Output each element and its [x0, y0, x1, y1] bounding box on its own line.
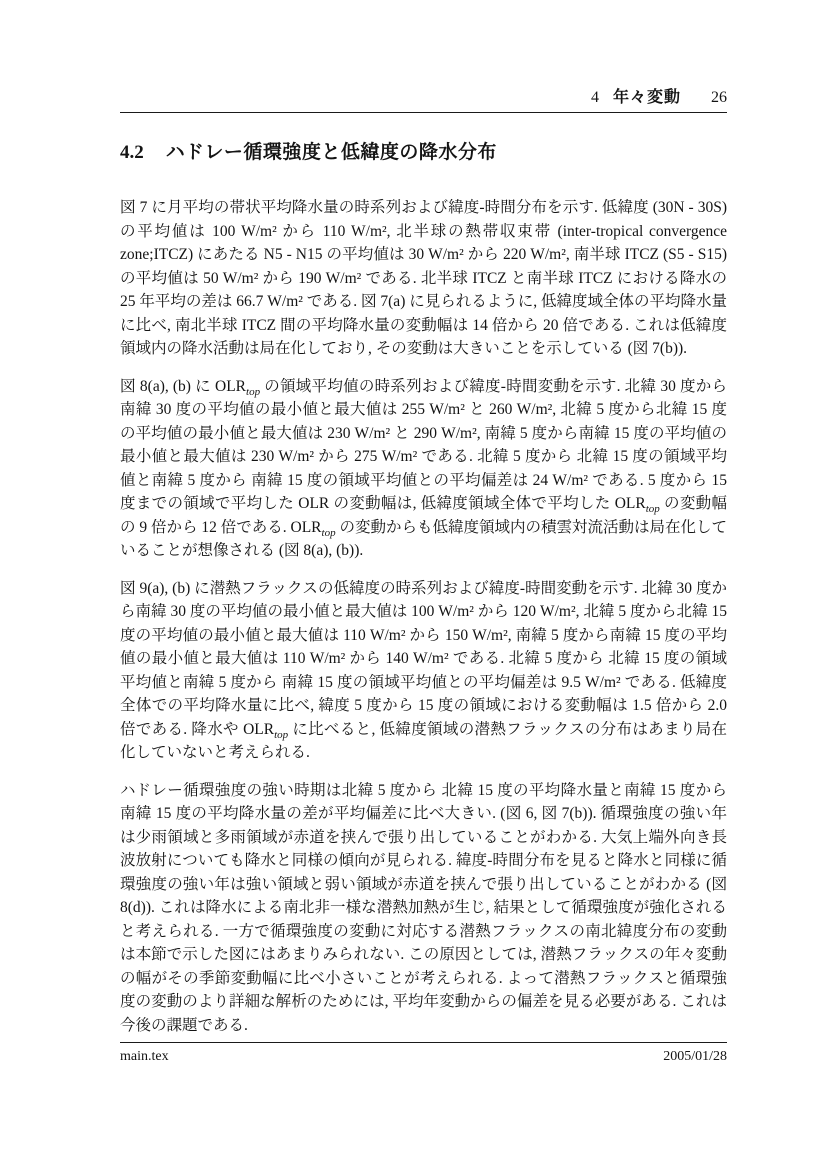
section-heading [120, 140, 727, 166]
footer-date: 2005/01/28 [663, 1049, 727, 1064]
running-head [120, 88, 727, 113]
paragraph-3 [120, 577, 727, 765]
text-run: の変動からも低緯度領域内の積雲対流活動は局在化していることが想像される (図 8(a), (b)). [120, 518, 727, 559]
chapter-title: 年々変動 [612, 89, 681, 106]
subscript-text: top [321, 526, 336, 539]
text-run: の領域平均値の時系列および緯度-時間変動を示す. 北緯 30 度から南緯 30 度の平均値の最小値と最大値は 255 W/m² と 260 W/m², 北緯 5 度から北緯 15 度の平均値の最小値と最大値は 230 W/m² と 290 W/m², 南緯 5 度から南緯 15 度の平均値の最小値と最大値は 230 W/m² から 275 W/m² である. 北緯 5 度から 北緯 15 度の領域平均値と南緯 5 度から 南緯 15 度の領域平均値との平均偏差は 24 W/m² である. 5 度から 15 度までの領域で平均した OLR の変動幅は, 低緯度領域全体で平均した OLR [120, 377, 727, 512]
text-run: の変動幅の 9 倍から 12 倍である. OLR [120, 495, 727, 536]
footer-filename: main.tex [120, 1049, 169, 1064]
paragraph-4 [120, 779, 727, 1038]
text-run: 図 8(a), (b) に OLR [120, 377, 247, 395]
subscript-text: top [274, 728, 289, 741]
text-run: 図 9(a), (b) に潜熱フラックスの低緯度の時系列および緯度-時間変動を示す. 北緯 30 度から南緯 30 度の平均値の最小値と最大値は 100 W/m² から 120 W/m², 北緯 5 度から北緯 15 度の平均値の最小値と最大値は 110 W/m² から 150 W/m², 南緯 5 度から南緯 15 度の平均値の最小値と最大値は 110 W/m² から 140 W/m² である. 北緯 5 度から 北緯 15 度の領域平均値と南緯 5 度から 南緯 15 度の領域平均値との平均偏差は 9.5 W/m² である. 低緯度全体での平均降水量に比べ, 緯度 5 度から 15 度の領域における変動幅は 1.5 倍から 2.0 倍である. 降水や OLR [120, 579, 727, 738]
paragraph-1 [120, 196, 727, 361]
paragraph-2 [120, 375, 727, 563]
chapter-number: 4 [590, 89, 599, 106]
text-run: 図 7 に月平均の帯状平均降水量の時系列および緯度-時間分布を示す. 低緯度 (30N - 30S) の平均値は 100 W/m² から 110 W/m², 北半球の熱帯収束帯 (inter-tropical convergence zone;ITCZ) にあたる N5 - N15 の平均値は 30 W/m² から 220 W/m², 南半球 ITCZ (S5 - S15) の平均値は 50 W/m² から 190 W/m² である. 北半球 ITCZ と南半球 ITCZ における降水の 25 年平均の差は 66.7 W/m² である. 図 7(a) に見られるように, 低緯度域全体の平均降水量に比べ, 南北半球 ITCZ 間の平均降水量の変動幅は 14 倍から 20 倍である. これは低緯度領域内の降水活動は局在化しており, その変動は大きいことを示している (図 7(b)). [120, 199, 727, 357]
body-text [120, 196, 727, 1051]
text-run: に比べると, 低緯度領域の潜熱フラックスの分布はあまり局在化していないと考えられる. [120, 720, 727, 761]
subscript-text: top [246, 385, 261, 398]
page-footer [120, 1042, 727, 1066]
section-title: ハドレー循環強度と低緯度の降水分布 [165, 142, 497, 163]
subscript-text: top [645, 503, 660, 516]
section-number: 4.2 [120, 142, 144, 163]
page-number: 26 [711, 89, 727, 106]
text-run: ハドレー循環強度の強い時期は北緯 5 度から 北緯 15 度の平均降水量と南緯 15 度から 南緯 15 度の平均降水量の差が平均偏差に比べ大きい. (図 6, 図 7(b)). 循環強度の強い年は少雨領域と多雨領域が赤道を挟んで張り出していることがわかる. 大気上端外向き長波放射についても降水と同様の傾向が見られる. 緯度-時間分布を見ると降水と同様に循環強度の強い年は強い領域と弱い領域が赤道を挟んで張り出していることがわかる (図 8(d)). これは降水による南北非一様な潜熱加熱が生じ, 結果として循環強度が強化されると考えられる. 一方で循環強度の変動に対応する潜熱フラックスの南北緯度分布の変動は本節で示した図にはあまりみられない. この原因としては, 潜熱フラックスの年々変動の幅がその季節変動幅に比べ小さいことが考えられる. よって潜熱フラックスと循環強度の変動のより詳細な解析のためには, 平均年変動からの偏差を見る必要がある. これは今後の課題である. [120, 781, 727, 1034]
